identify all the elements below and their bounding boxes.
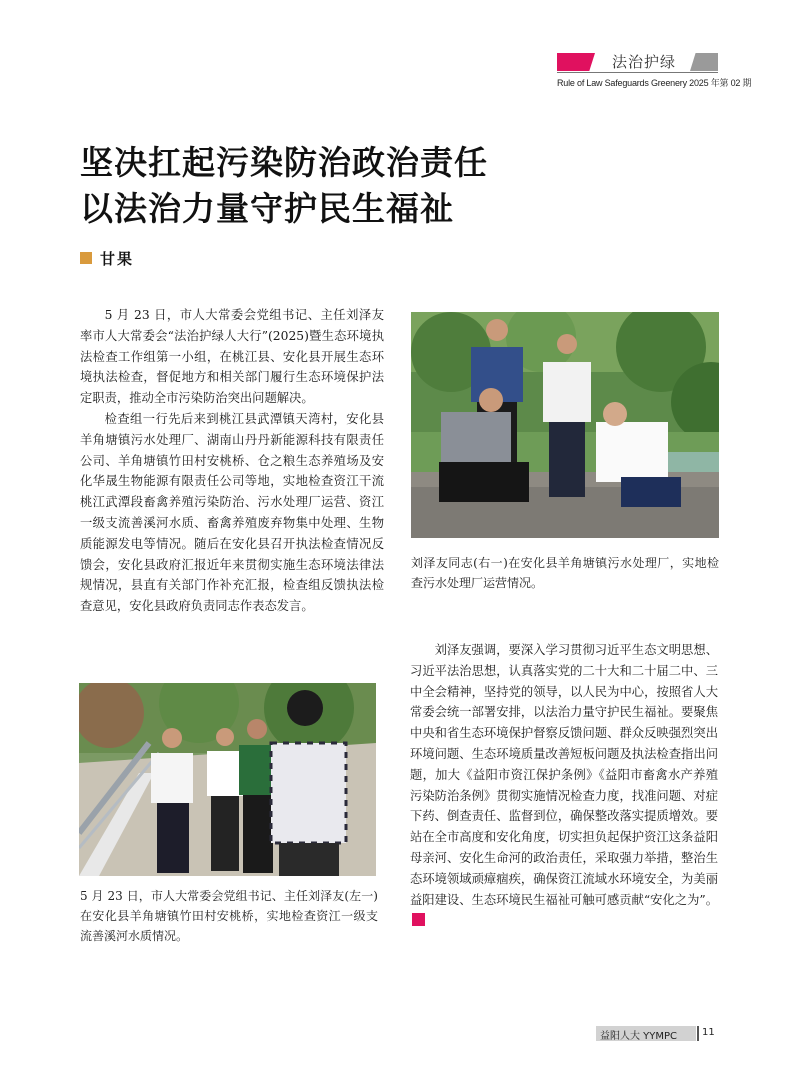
page-number: 11 <box>702 1027 715 1038</box>
photo-sewage-plant <box>411 312 719 538</box>
section-accent-gray <box>690 53 718 71</box>
section-title: 法治护绿 <box>611 53 676 71</box>
article-title <box>80 140 488 232</box>
section-accent-pink <box>557 53 595 71</box>
paragraph-2: 检查组一行先后来到桃江县武潭镇天湾村，安化县羊角塘镇污水处理厂、湖南山丹丹新能源科技有限责任公司、羊角塘镇竹田村安桃桥、仓之粮生态养殖场及安化华晟生物能源有限责任公司等地，实地检查资江干流桃江武潭段畜禽养殖污染防治、污水处理厂运营、资江一级支流善溪河水质、畜禽养殖废弃物集中处理、生物质能源发电等情况。随后在安化县召开执法检查情况反馈会，安化县政府汇报近年来贯彻实施生态环境法律法规情况，县直有关部门作补充汇报，检查组反馈执法检查意见，安化县政府负责同志作表态发言。 <box>80 411 384 614</box>
body-column-left <box>80 305 384 617</box>
page-footer <box>596 1026 718 1041</box>
body-column-right <box>410 640 718 931</box>
end-of-article-icon <box>412 913 425 926</box>
title-line-1: 坚决扛起污染防治政治责任 <box>80 143 488 182</box>
title-line-2: 以法治力量守护民生福祉 <box>80 189 454 228</box>
footer-magazine-name: 益阳人大 YYMPC <box>600 1031 678 1042</box>
photo-bridge-inspection <box>79 683 376 876</box>
paragraph-1: 5 月 23 日，市人大常委会党组书记、主任刘泽友率市人大常委会“法治护绿人大行”(2025)暨生态环境执法检查工作组第一小组，在桃江县、安化县开展生态环境执法检查，督促地方和相关部门履行生态环境保护法定职责，推动全市污染防治突出问题解决。 <box>80 308 384 406</box>
footer-divider <box>697 1026 699 1041</box>
paragraph-3: 刘泽友强调，要深入学习贯彻习近平生态文明思想、习近平法治思想，认真落实党的二十大和二十届二中、三中全会精神，坚持党的领导，以人民为中心，按照省人大常委会统一部署安排，以法治力量守护民生福祉。要聚焦中央和省生态环境保护督察反馈问题、群众反映强烈突出环境问题、生态环境质量改善短板问题及执法检查指出问题，加大《益阳市资江保护条例》《益阳市畜禽水产养殖污染防治条例》贯彻实施情况检查力度，找准问题、对症下药、倒查责任、监督到位，确保整改落实提质增效。要站在全市高度和安化角度，切实担负起保护资江这条益阳母亲河、安化生命河的政治责任，采取强力举措，整治生态环境领域顽瘴痼疾，确保资江流域水环境安全，为美丽益阳建设、生态环境民生福祉可触可感贡献“安化之为”。 <box>410 643 718 907</box>
photo-caption-1: 刘泽友同志(右一)在安化县羊角塘镇污水处理厂，实地检查污水处理厂运营情况。 <box>411 556 719 590</box>
author-name: 甘果 <box>100 250 135 268</box>
issue-subtitle: Rule of Law Safeguards Greenery 2025 年第 02 期 <box>557 78 752 88</box>
photo-caption-2: 5 月 23 日，市人大常委会党组书记、主任刘泽友(左一)在安化县羊角塘镇竹田村安桃桥，实地检查资江一级支流善溪河水质情况。 <box>80 889 378 943</box>
author-marker <box>80 252 92 264</box>
header-rule <box>557 72 718 73</box>
